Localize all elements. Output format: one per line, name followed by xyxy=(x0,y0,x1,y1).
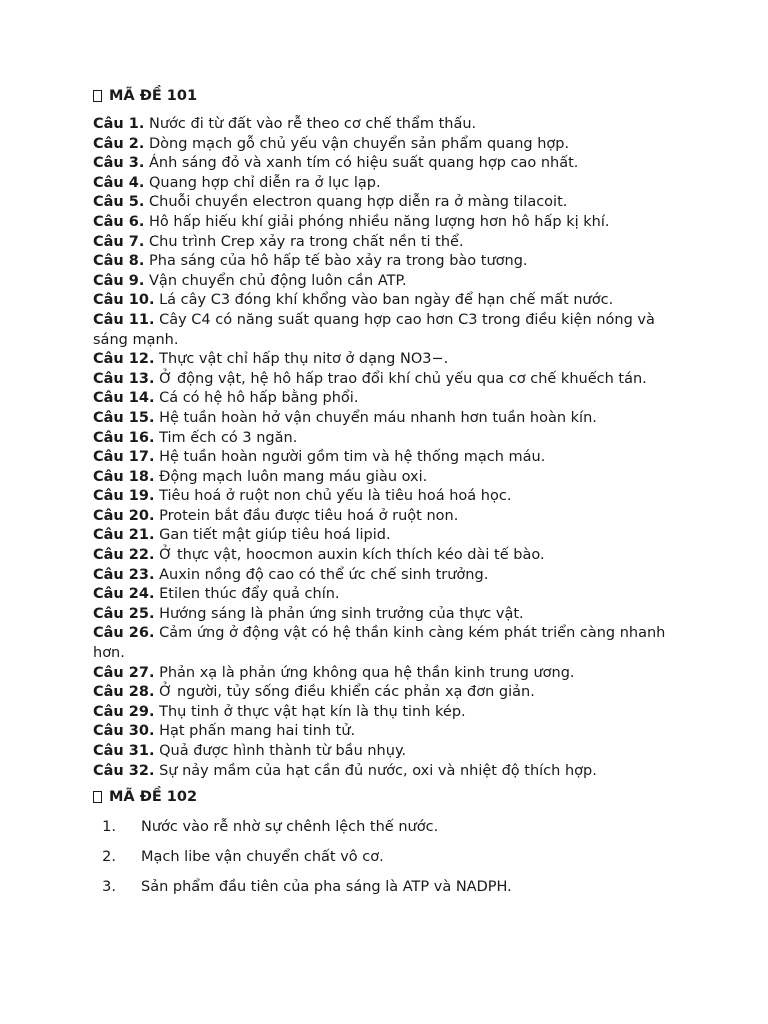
question-number: Câu 24. xyxy=(93,586,155,603)
question-number: Câu 16. xyxy=(93,429,155,446)
question-item xyxy=(93,370,693,390)
list-item xyxy=(93,817,693,837)
question-item xyxy=(93,135,693,155)
list-marker: 3. xyxy=(102,879,116,896)
question-text: Etilen thúc đẩy quả chín. xyxy=(159,586,340,603)
question-text: Lá cây C3 đóng khí khổng vào ban ngày để hạn chế mất nước. xyxy=(159,292,614,309)
question-item xyxy=(93,566,693,586)
question-text: Pha sáng của hô hấp tế bào xảy ra trong bào tương. xyxy=(149,253,528,270)
question-number: Câu 21. xyxy=(93,527,155,544)
question-number: Câu 18. xyxy=(93,468,155,485)
question-item xyxy=(93,683,693,703)
question-number: Câu 9. xyxy=(93,272,145,289)
question-number: Câu 28. xyxy=(93,684,155,701)
question-number: Câu 32. xyxy=(93,762,155,779)
question-item xyxy=(93,546,693,566)
list-item-text: Mạch libe vận chuyển chất vô cơ. xyxy=(141,849,384,866)
section-title-text: MÃ ĐỀ 102 xyxy=(109,789,198,806)
list-item-text: Nước vào rễ nhờ sự chênh lệch thế nước. xyxy=(141,819,439,836)
question-text: Dòng mạch gỗ chủ yếu vận chuyển sản phẩm quang hợp. xyxy=(149,135,570,152)
question-number: Câu 27. xyxy=(93,664,155,681)
question-item xyxy=(93,174,693,194)
question-text: Động mạch luôn mang máu giàu oxi. xyxy=(159,468,428,485)
question-item xyxy=(93,115,693,135)
question-number: Câu 5. xyxy=(93,194,145,211)
question-text: Protein bắt đầu được tiêu hoá ở ruột non. xyxy=(159,507,459,524)
question-item xyxy=(93,272,693,292)
question-item xyxy=(93,154,693,174)
question-number: Câu 14. xyxy=(93,390,155,407)
question-number: Câu 20. xyxy=(93,507,155,524)
question-text: Hạt phấn mang hai tinh tử. xyxy=(159,723,356,740)
question-number: Câu 10. xyxy=(93,292,155,309)
question-number: Câu 26. xyxy=(93,625,155,642)
question-number: Câu 13. xyxy=(93,370,155,387)
question-number: Câu 25. xyxy=(93,605,155,622)
question-text: Vận chuyển chủ động luôn cần ATP. xyxy=(149,272,407,289)
question-number: Câu 17. xyxy=(93,449,155,466)
question-number: Câu 22. xyxy=(93,547,155,564)
list-marker: 1. xyxy=(102,819,116,836)
question-item xyxy=(93,762,693,782)
question-text: Ở động vật, hệ hô hấp trao đổi khí chủ yếu qua cơ chế khuếch tán. xyxy=(159,370,647,387)
question-item xyxy=(93,233,693,253)
question-text: Hô hấp hiếu khí giải phóng nhiều năng lượng hơn hô hấp kị khí. xyxy=(149,213,610,230)
question-item xyxy=(93,193,693,213)
question-number: Câu 30. xyxy=(93,723,155,740)
question-item xyxy=(93,350,693,370)
question-number: Câu 4. xyxy=(93,174,145,191)
question-number: Câu 23. xyxy=(93,566,155,583)
question-number: Câu 6. xyxy=(93,213,145,230)
question-text: Gan tiết mật giúp tiêu hoá lipid. xyxy=(159,527,391,544)
missing-glyph-icon xyxy=(93,90,102,102)
question-number: Câu 1. xyxy=(93,116,145,132)
question-text: Quang hợp chỉ diễn ra ở lục lạp. xyxy=(149,174,381,191)
question-item xyxy=(93,722,693,742)
question-number: Câu 29. xyxy=(93,703,155,720)
question-item xyxy=(93,429,693,449)
question-item xyxy=(93,252,693,272)
question-text: Ở người, tủy sống điều khiển các phản xạ đơn giản. xyxy=(159,684,535,701)
question-text: Chu trình Crep xảy ra trong chất nền ti thể. xyxy=(149,233,464,250)
question-item xyxy=(93,487,693,507)
question-text: Nước đi từ đất vào rễ theo cơ chế thẩm thấu. xyxy=(149,116,477,132)
list-item xyxy=(93,877,693,897)
question-text: Chuỗi chuyền electron quang hợp diễn ra ở màng tilacoit. xyxy=(149,194,568,211)
question-text: Phản xạ là phản ứng không qua hệ thần kinh trung ương. xyxy=(159,664,575,681)
question-item xyxy=(93,311,693,350)
question-text: Ở thực vật, hoocmon auxin kích thích kéo dài tế bào. xyxy=(159,547,545,564)
question-text: Hệ tuần hoàn hở vận chuyển máu nhanh hơn tuần hoàn kín. xyxy=(159,409,597,426)
numbered-list-102 xyxy=(93,817,693,897)
question-item xyxy=(93,703,693,723)
question-item xyxy=(93,664,693,684)
question-item xyxy=(93,389,693,409)
question-item xyxy=(93,585,693,605)
list-item xyxy=(93,847,693,867)
question-item xyxy=(93,291,693,311)
question-number: Câu 12. xyxy=(93,351,155,368)
section-title-101 xyxy=(93,86,693,106)
question-text: Tim ếch có 3 ngăn. xyxy=(159,429,298,446)
question-item xyxy=(93,624,693,663)
question-number: Câu 31. xyxy=(93,743,155,759)
question-text: Hướng sáng là phản ứng sinh trưởng của thực vật. xyxy=(159,605,524,622)
question-number: Câu 7. xyxy=(93,233,145,250)
question-text: Hệ tuần hoàn người gồm tim và hệ thống mạch máu. xyxy=(159,449,546,466)
question-item xyxy=(93,409,693,429)
question-number: Câu 19. xyxy=(93,488,155,505)
question-item xyxy=(93,605,693,625)
question-number: Câu 8. xyxy=(93,253,145,270)
question-text: Cảm ứng ở động vật có hệ thần kinh càng kém phát triển càng nhanh hơn. xyxy=(93,625,666,662)
missing-glyph-icon xyxy=(93,791,102,803)
list-marker: 2. xyxy=(102,849,116,866)
section-title-102 xyxy=(93,787,693,807)
question-text: Thụ tinh ở thực vật hạt kín là thụ tinh kép. xyxy=(159,703,466,720)
question-list-101 xyxy=(93,115,693,781)
question-item xyxy=(93,468,693,488)
question-text: Tiêu hoá ở ruột non chủ yếu là tiêu hoá hoá học. xyxy=(159,488,512,505)
document-page xyxy=(93,86,693,907)
question-item xyxy=(93,448,693,468)
question-text: Auxin nồng độ cao có thể ức chế sinh trưởng. xyxy=(159,566,489,583)
section-title-text: MÃ ĐỀ 101 xyxy=(109,88,198,104)
question-text: Quả được hình thành từ bầu nhụy. xyxy=(159,743,407,759)
question-item xyxy=(93,213,693,233)
list-item-text: Sản phẩm đầu tiên của pha sáng là ATP và NADPH. xyxy=(141,879,512,896)
question-text: Ánh sáng đỏ và xanh tím có hiệu suất quang hợp cao nhất. xyxy=(149,155,579,172)
question-text: Cây C4 có năng suất quang hợp cao hơn C3 trong điều kiện nóng và sáng mạnh. xyxy=(93,311,655,348)
question-number: Câu 2. xyxy=(93,135,145,152)
question-text: Sự nảy mầm của hạt cần đủ nước, oxi và nhiệt độ thích hợp. xyxy=(159,762,597,779)
question-text: Thực vật chỉ hấp thụ nitơ ở dạng NO3−. xyxy=(159,351,449,368)
question-item xyxy=(93,507,693,527)
question-number: Câu 3. xyxy=(93,155,145,172)
question-number: Câu 11. xyxy=(93,311,155,328)
question-text: Cá có hệ hô hấp bằng phổi. xyxy=(159,390,359,407)
question-item xyxy=(93,526,693,546)
question-item xyxy=(93,742,693,762)
question-number: Câu 15. xyxy=(93,409,155,426)
